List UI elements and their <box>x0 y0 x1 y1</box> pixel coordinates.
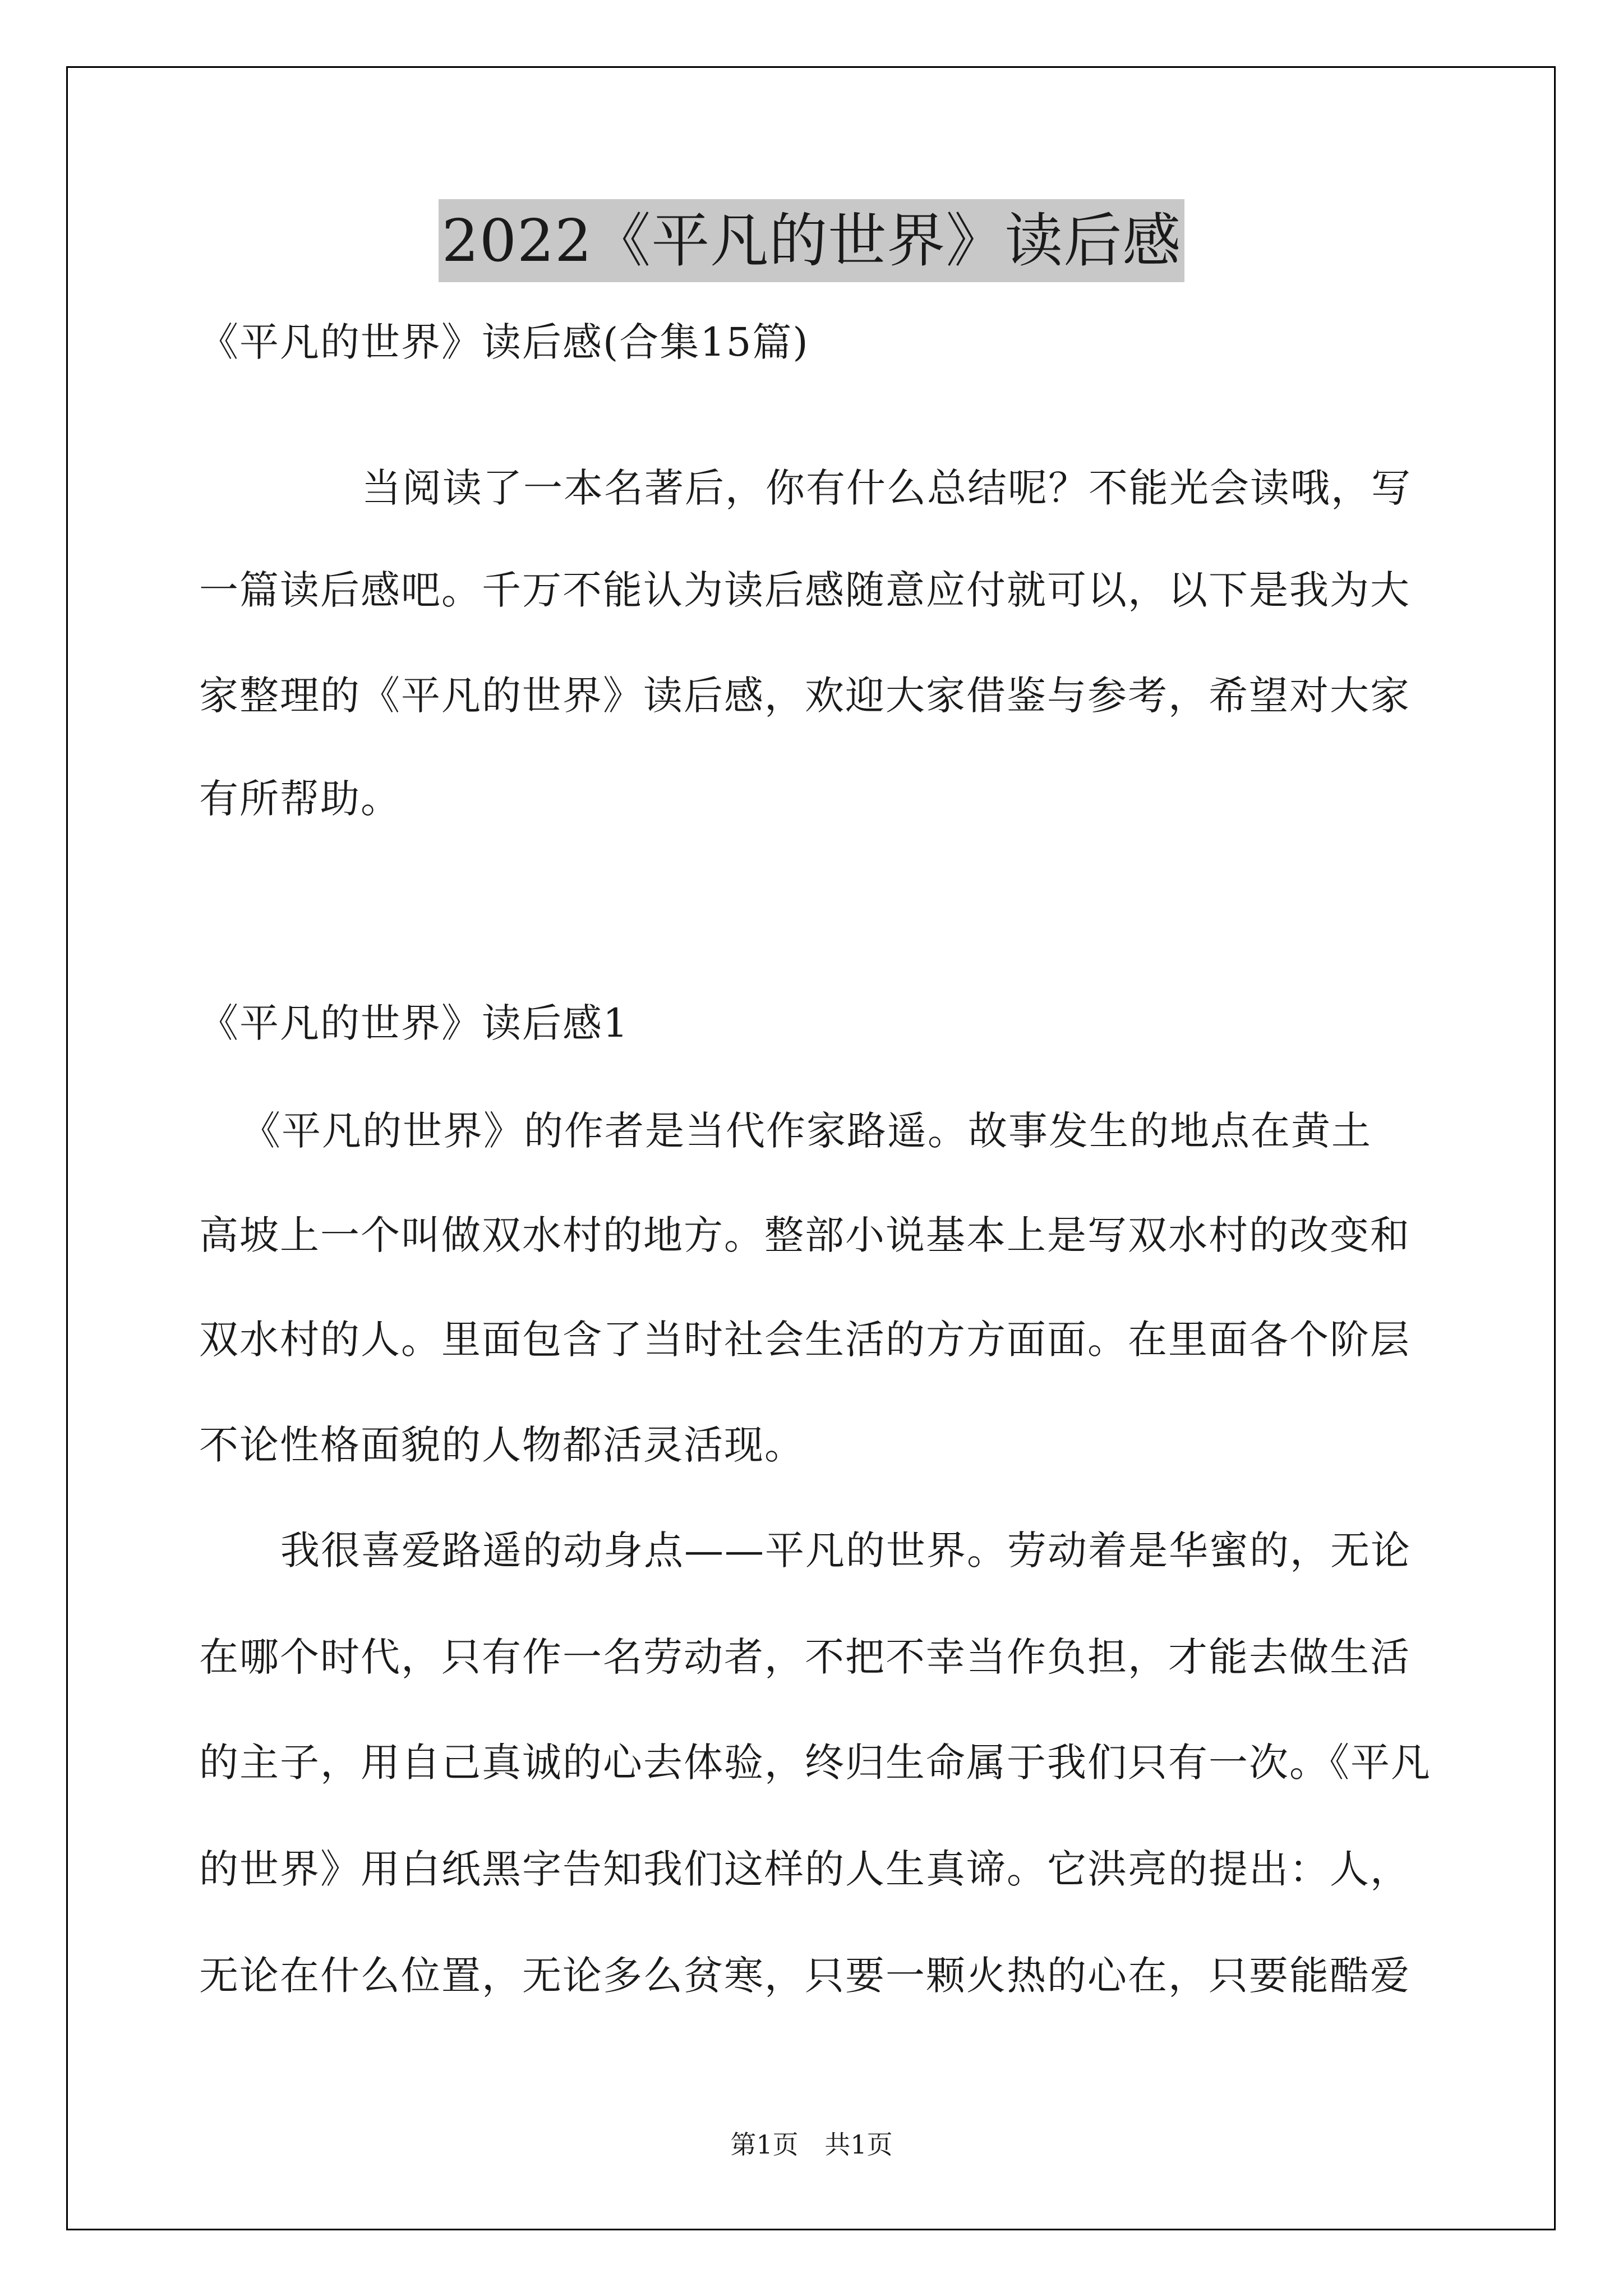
paragraph-line: 《平凡的世界》的作者是当代作家路遥。故事发生的地点在黄土 <box>241 1108 1372 1154</box>
page-title: 2022《平凡的世界》读后感 <box>439 199 1185 282</box>
paragraph-line: 的世界》用白纸黑字告知我们这样的人生真谛。它洪亮的提出：人， <box>199 1846 1410 1892</box>
paragraph-line: 双水村的人。里面包含了当时社会生活的方方面面。在里面各个阶层 <box>199 1317 1410 1363</box>
page-number: 第1页 <box>730 2129 799 2160</box>
paragraph-line: 高坡上一个叫做双水村的地方。整部小说基本上是写双水村的改变和 <box>199 1212 1410 1258</box>
collection-heading: 《平凡的世界》读后感(合集15篇) <box>199 319 809 365</box>
section-heading: 《平凡的世界》读后感1 <box>199 1000 629 1046</box>
paragraph-line: 我很喜爱路遥的动身点——平凡的世界。劳动着是华蜜的，无论 <box>280 1527 1411 1573</box>
intro-line: 当阅读了一本名著后，你有什么总结呢？不能光会读哦，写 <box>362 465 1412 511</box>
intro-line: 家整理的《平凡的世界》读后感，欢迎大家借鉴与参考，希望对大家 <box>199 673 1410 719</box>
page-footer <box>0 2127 1623 2162</box>
paragraph-line: 在哪个时代，只有作一名劳动者，不把不幸当作负担，才能去做生活 <box>199 1634 1410 1680</box>
paragraph-line: 的主子，用自己真诚的心去体验，终归生命属于我们只有一次。《平凡 <box>199 1740 1431 1786</box>
intro-line: 有所帮助。 <box>199 776 401 822</box>
paragraph-line: 无论在什么位置，无论多么贫寒，只要一颗火热的心在，只要能酷爱 <box>199 1953 1410 1999</box>
page-total: 共1页 <box>824 2129 893 2160</box>
paragraph-line: 不论性格面貌的人物都活灵活现。 <box>199 1422 805 1468</box>
intro-line: 一篇读后感吧。千万不能认为读后感随意应付就可以，以下是我为大 <box>199 567 1410 613</box>
title-container <box>0 199 1623 282</box>
